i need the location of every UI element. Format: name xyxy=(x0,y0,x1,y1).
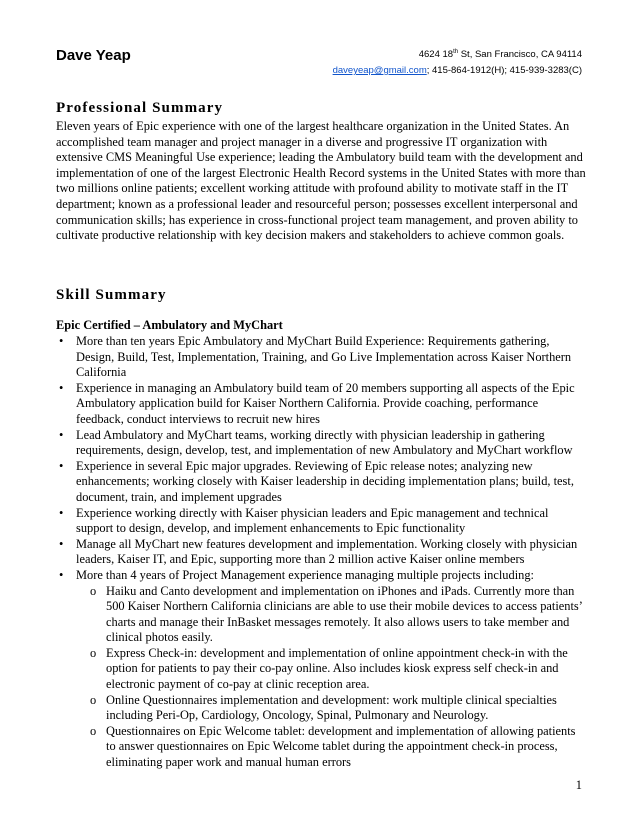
project-sub-bullet: o Haiku and Canto development and implementation on iPhones and iPads. Currently more than 500 Kaiser Northern California clinicians are able to use their mobile devices to access patients’ charts and manage their InBasket messages remotely. It also allows users to take member and clinical photos easily. xyxy=(76,584,586,646)
skill-bullet: • Experience in several Epic major upgrades. Reviewing of Epic release notes; analyzing new enhancements; working closely with Kaiser leadership in deciding implementation plans; build, test, document, train, and implement upgrades xyxy=(56,459,586,506)
project-sub-bullet: o Questionnaires on Epic Welcome tablet: development and implementation of allowing patients to answer questionnaires on Epic Welcome tablet during the appointment check-in process, eliminating paper work and manual human errors xyxy=(76,724,586,771)
project-sub-bullet: o Online Questionnaires implementation and development: work multiple clinical specialties including Peri-Op, Cardiology, Oncology, Spinal, Pulmonary and Neurology. xyxy=(76,693,586,724)
contact-line xyxy=(333,65,582,76)
skill-bullet-text: More than 4 years of Project Management experience managing multiple projects including: xyxy=(76,567,534,582)
skill-summary-heading: Skill Summary xyxy=(56,287,167,303)
skill-bullet: • More than ten years Epic Ambulatory and MyChart Build Experience: Requirements gathering, Design, Build, Test, Implementation, Training, and Go Live Implementation across Kaiser Northern California xyxy=(56,334,586,381)
skill-bullet-projects xyxy=(56,568,586,771)
phone-numbers: ; 415-864-1912(H); 415-939-3283(C) xyxy=(426,65,582,76)
candidate-name: Dave Yeap xyxy=(56,47,131,64)
skill-bullet: • Manage all MyChart new features development and implementation. Working closely with physician leaders, Kaiser IT, and Epic, supporting more than 2 million active Kaiser online members xyxy=(56,537,586,568)
professional-summary-text: Eleven years of Epic experience with one of the largest healthcare organization in the United States. An accomplished team manager and project manager in a diverse and progressive IT organization with extensive CMS Meaningful Use experience; leading the Ambulatory build team with the development and implementation of one of the largest Electronic Health Record systems in the United States with more than two millions online patients; excellent working attitude with profound ability to motivate staff in the IT department; known as a professional leader and resourceful person; possesses excellent interpersonal and communication skills; has experience in cross-functional project team management, and proven ability to cultivate productive relationship with key decision makers and stakeholders to achieve common goals. xyxy=(56,119,586,243)
address-number: 4624 18 xyxy=(418,49,454,60)
professional-summary-heading: Professional Summary xyxy=(56,100,224,116)
address-rest: St, San Francisco, CA 94114 xyxy=(458,49,582,60)
skill-bullet: • Lead Ambulatory and MyChart teams, working directly with physician leadership in gathering requirements, design, develop, test, and implementation of new Ambulatory and MyChart workflow xyxy=(56,428,586,459)
project-sub-bullet: o Express Check-in: development and implementation of online appointment check-in with the option for patients to pay their co-pay online. Also includes kiosk express self check-in and electronic payment of co-pay at clinic reception area. xyxy=(76,646,586,693)
skill-bullet: • Experience working directly with Kaiser physician leaders and Epic management and technical support to design, develop, and implement enhancements to Epic functionality xyxy=(56,506,586,537)
project-sub-list xyxy=(76,584,586,771)
skill-bullet-list xyxy=(56,334,586,771)
certification-subheading: Epic Certified – Ambulatory and MyChart xyxy=(56,318,283,332)
address-suffix: th xyxy=(453,48,459,55)
address xyxy=(419,49,582,60)
skill-bullet: • Experience in managing an Ambulatory build team of 20 members supporting all aspects of the Epic Ambulatory application build for Kaiser Northern California. Provide coaching, performance feedback, conduct interviews to recruit new hires xyxy=(56,381,586,428)
page-number: 1 xyxy=(575,778,582,792)
email-link[interactable]: daveyeap@gmail.com xyxy=(332,65,427,76)
